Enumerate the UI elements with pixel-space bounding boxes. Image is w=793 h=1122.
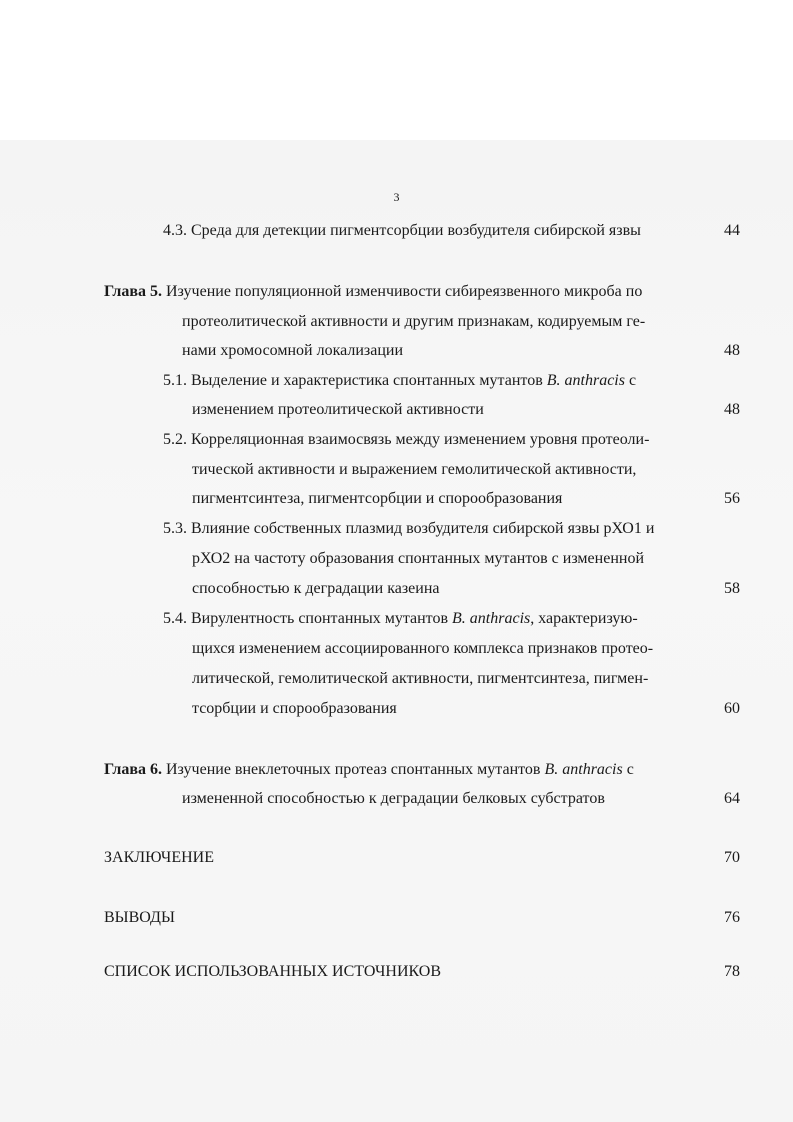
toc-ch5-page: 48 (724, 342, 740, 359)
toc-5-4-title-3: литической, гемолитической активности, пигментсинтеза, пигмен- (192, 670, 649, 687)
toc-5-3-page: 58 (724, 580, 740, 597)
toc-references-title: СПИСОК ИСПОЛЬЗОВАННЫХ ИСТОЧНИКОВ (104, 963, 442, 980)
toc-ch6-title-2: измененной способностью к деградации белковых субстратов (182, 790, 605, 807)
toc-5-2-title-1: 5.2. Корреляционная взаимосвязь между изменением уровня протеоли- (163, 431, 650, 448)
toc-5-1-title-1: 5.1. Выделение и характеристика спонтанных мутантов (163, 372, 543, 389)
toc-5-4-title-1-end: , характеризую- (530, 610, 638, 627)
toc-5-1-species: B. anthracis (546, 372, 625, 389)
toc-5-1-title-2: изменением протеолитической активности (192, 401, 484, 418)
toc-ch5-title-1: Изучение популяционной изменчивости сибиреязвенного микроба по (166, 283, 643, 300)
toc-5-4-title-2: щихся изменением ассоциированного комплекса признаков протео- (192, 640, 654, 657)
toc-5-4-species: B. anthracis (452, 610, 531, 627)
toc-conclusion-page: 70 (724, 849, 740, 866)
toc-5-2-title-2: тической активности и выражением гемолитической активности, (192, 461, 637, 478)
toc-4-3-title: 4.3. Среда для детекции пигментсорбции возбудителя сибирской язвы (163, 222, 641, 239)
toc-ch5-title-3: нами хромосомной локализации (182, 342, 404, 359)
toc-ch6-page: 64 (724, 790, 740, 807)
toc-5-4-page: 60 (724, 700, 740, 717)
toc-5-1-line1 (163, 371, 636, 391)
toc-5-1-title-1-end: с (628, 372, 637, 389)
toc-ch6-species: B. anthracis (544, 761, 623, 778)
toc-ch5-line1 (104, 282, 642, 302)
toc-references-page: 78 (724, 963, 740, 980)
toc-ch6-label: Глава 6. (104, 761, 162, 778)
toc-5-3-title-3: способностью к деградации казеина (192, 580, 440, 597)
toc-5-1-page: 48 (724, 401, 740, 418)
toc-5-4-title-1: 5.4. Вирулентность спонтанных мутантов (163, 610, 449, 627)
toc-ch6-title-1: Изучение внеклеточных протеаз спонтанных мутантов (166, 761, 541, 778)
toc-5-2-title-3: пигментсинтеза, пигментсорбции и спорообразования (192, 490, 563, 507)
toc-5-3-title-1: 5.3. Влияние собственных плазмид возбудителя сибирской язвы рХО1 и (163, 520, 655, 537)
page-number: 3 (393, 190, 400, 204)
toc-ch6-line1 (104, 760, 634, 780)
toc-5-4-line1 (163, 609, 638, 629)
toc-conclusion-title: ЗАКЛЮЧЕНИЕ (104, 849, 214, 866)
toc-5-2-page: 56 (724, 490, 740, 507)
toc-5-3-title-2: рХО2 на частоту образования спонтанных мутантов с измененной (192, 550, 644, 567)
toc-ch6-title-1-end: с (626, 761, 634, 778)
toc-findings-page: 76 (724, 909, 740, 926)
toc-findings-title: ВЫВОДЫ (104, 909, 175, 926)
toc-4-3-page: 44 (724, 222, 740, 239)
toc-ch5-label: Глава 5. (104, 283, 162, 300)
toc-ch5-title-2: протеолитической активности и другим признакам, кодируемым ге- (182, 313, 646, 330)
toc-5-4-title-4: тсорбции и спорообразования (192, 700, 397, 717)
